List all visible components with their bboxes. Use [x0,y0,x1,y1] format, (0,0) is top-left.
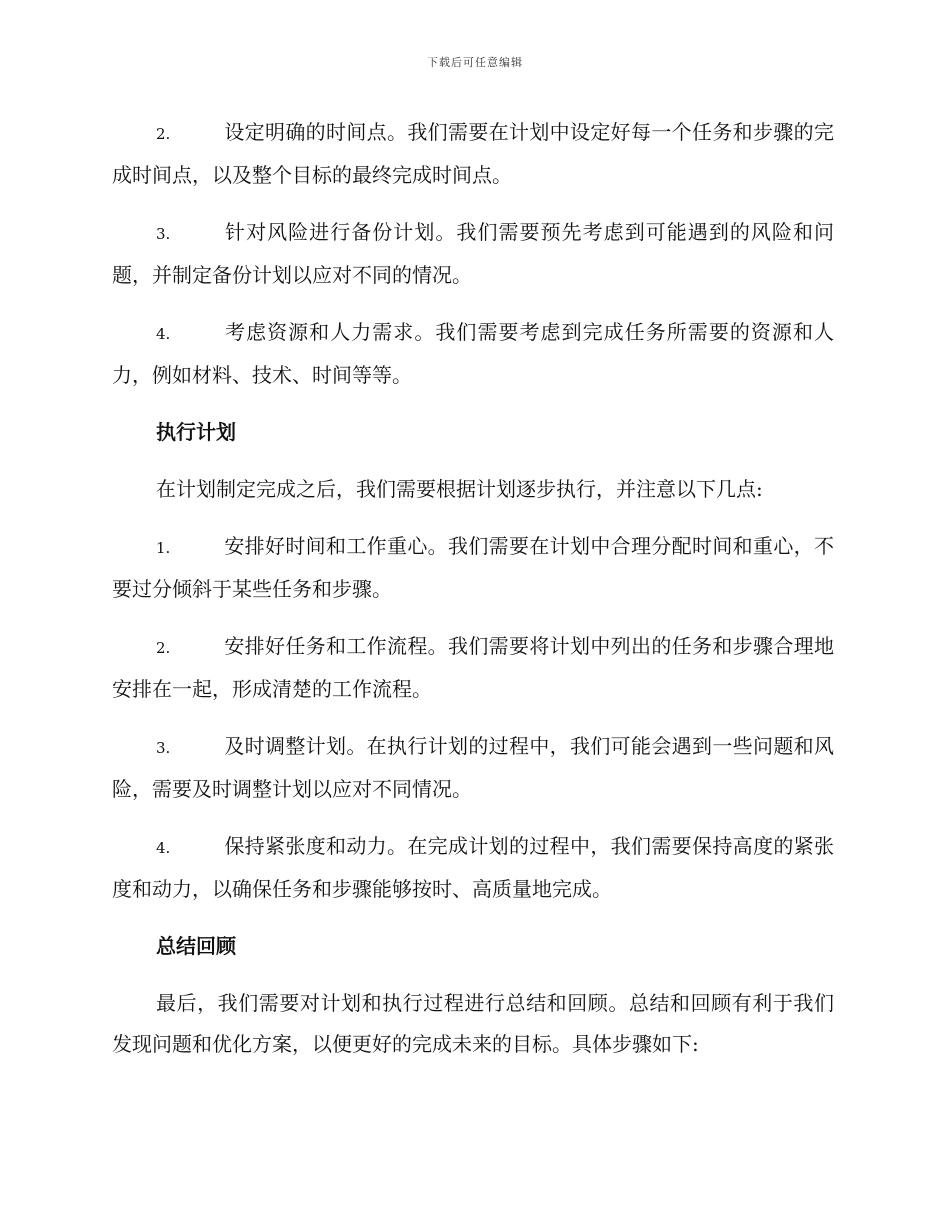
section-intro: 在计划制定完成之后，我们需要根据计划逐步执行，并注意以下几点: [156,477,763,501]
list-item-number: 3. [156,739,171,757]
list-item-number: 2. [156,639,171,657]
list-item [112,626,834,710]
page-header: 下载后可任意编辑 [427,56,523,69]
section-heading-execute: 执行计划 [156,420,236,444]
list-item [112,826,834,910]
list-item-text: 保持紧张度和动力。在完成计划的过程中，我们需要保持高度的紧张度和动力，以确保任务和步骤能够按时、高质量地完成。 [112,834,834,901]
list-item [112,212,834,296]
list-item-text: 安排好时间和工作重心。我们需要在计划中合理分配时间和重心，不要过分倾斜于某些任务和步骤。 [112,534,834,601]
list-item [112,726,834,810]
section-heading-review: 总结回顾 [156,934,236,958]
list-item [112,112,834,196]
list-item [112,526,834,610]
list-item-number: 4. [156,839,171,857]
list-item-text: 针对风险进行备份计划。我们需要预先考虑到可能遇到的风险和问题，并制定备份计划以应对不同的情况。 [112,220,834,287]
section-paragraph: 最后，我们需要对计划和执行过程进行总结和回顾。总结和回顾有利于我们发现问题和优化方案，以便更好的完成未来的目标。具体步骤如下: [112,991,834,1056]
list-item-text: 考虑资源和人力需求。我们需要考虑到完成任务所需要的资源和人力，例如材料、技术、时间等等。 [112,320,834,387]
list-item-number: 3. [156,225,171,243]
list-item-text: 及时调整计划。在执行计划的过程中，我们可能会遇到一些问题和风险，需要及时调整计划以应对不同情况。 [112,734,834,801]
document-body [112,112,834,1081]
list-item-number: 2. [156,125,171,143]
list-item-number: 1. [156,539,171,557]
list-item [112,312,834,396]
list-item-number: 4. [156,325,171,343]
list-item-text: 设定明确的时间点。我们需要在计划中设定好每一个任务和步骤的完成时间点，以及整个目标的最终完成时间点。 [112,120,834,187]
list-item-text: 安排好任务和工作流程。我们需要将计划中列出的任务和步骤合理地安排在一起，形成清楚的工作流程。 [112,634,834,701]
